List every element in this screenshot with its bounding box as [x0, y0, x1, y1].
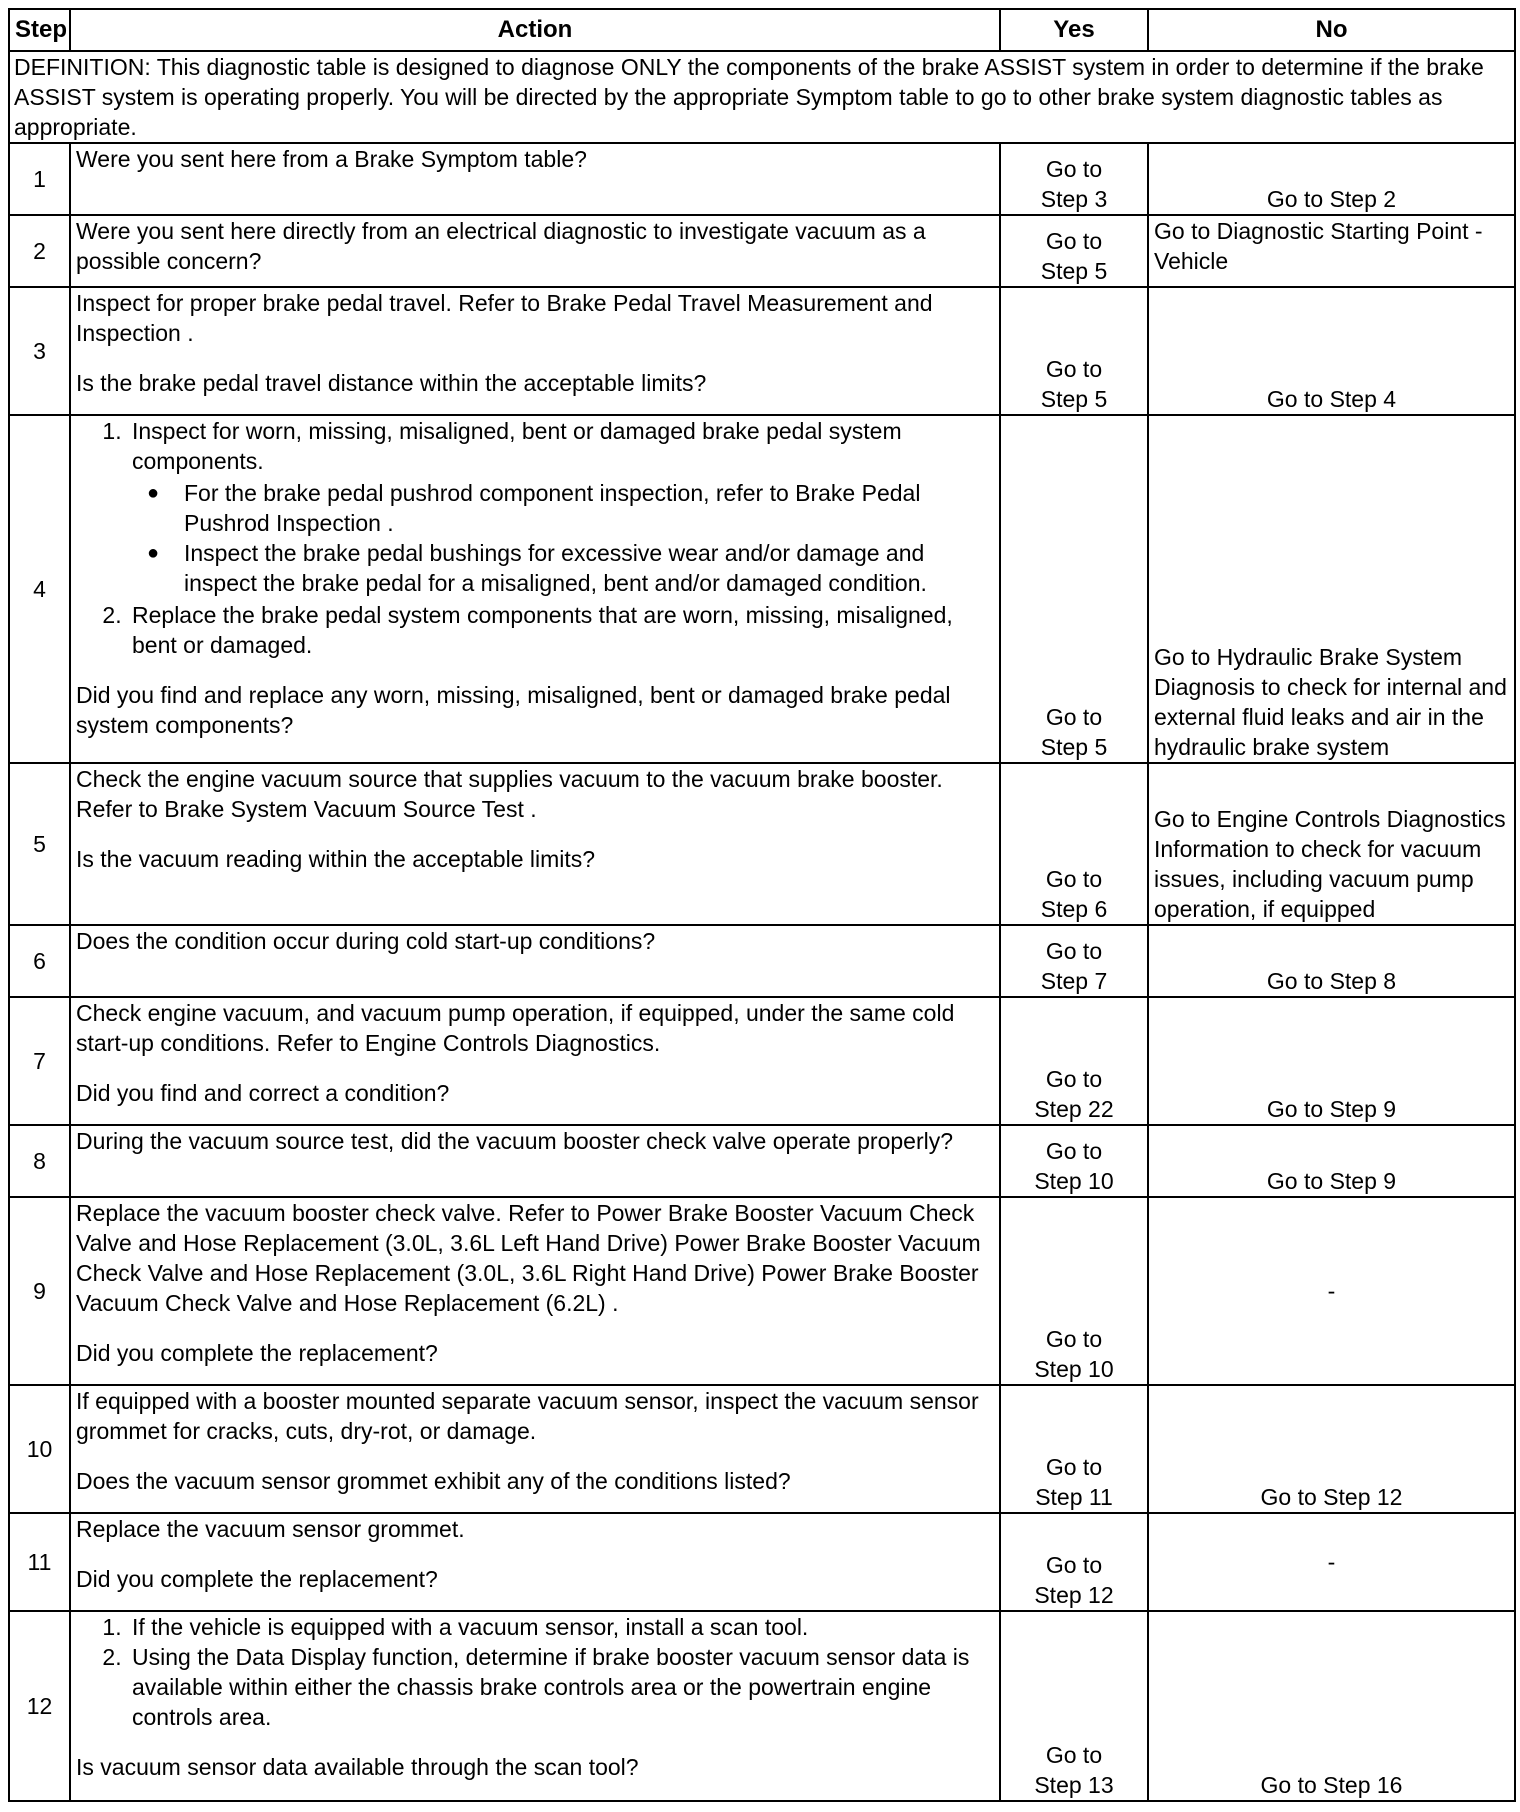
yes-line-1: Go to	[1045, 1066, 1103, 1092]
header-no: No	[1148, 9, 1515, 51]
list-item-text: Inspect for worn, missing, misaligned, bent or damaged brake pedal system components.	[132, 418, 902, 474]
no-cell[interactable]: Go to Diagnostic Starting Point - Vehicle	[1148, 215, 1515, 287]
yes-cell[interactable]	[1000, 287, 1148, 415]
table-row	[9, 763, 1515, 925]
header-step: Step	[9, 9, 70, 51]
step-number: 8	[9, 1125, 70, 1197]
no-cell[interactable]: Go to Step 2	[1148, 143, 1515, 215]
action-cell	[70, 1125, 1000, 1197]
action-cell	[70, 925, 1000, 997]
yes-line-1: Go to	[1045, 356, 1103, 382]
table-row	[9, 1197, 1515, 1385]
yes-cell[interactable]	[1000, 763, 1148, 925]
yes-line-1: Go to	[1045, 704, 1103, 730]
yes-cell[interactable]	[1000, 997, 1148, 1125]
no-cell[interactable]: Go to Step 8	[1148, 925, 1515, 997]
action-question: Did you find and replace any worn, missing, misaligned, bent or damaged brake pedal system components?	[76, 682, 951, 738]
action-cell	[70, 1197, 1000, 1385]
action-question: Did you find and correct a condition?	[76, 1080, 450, 1106]
yes-cell[interactable]	[1000, 1611, 1148, 1801]
yes-cell[interactable]	[1000, 415, 1148, 763]
step-number: 12	[9, 1611, 70, 1801]
yes-line-2: Step 5	[1040, 386, 1108, 412]
yes-line-2: Step 5	[1040, 734, 1108, 760]
action-question: Is the brake pedal travel distance within the acceptable limits?	[76, 370, 707, 396]
step-number: 2	[9, 215, 70, 287]
yes-cell[interactable]	[1000, 1385, 1148, 1513]
action-text: Replace the vacuum sensor grommet.	[76, 1516, 465, 1542]
action-question: Did you complete the replacement?	[76, 1340, 438, 1366]
bullet-list	[132, 478, 994, 598]
action-text: During the vacuum source test, did the vacuum booster check valve operate properly?	[76, 1128, 954, 1154]
no-cell[interactable]: Go to Step 4	[1148, 287, 1515, 415]
yes-line-1: Go to	[1045, 1742, 1103, 1768]
step-number: 11	[9, 1513, 70, 1611]
yes-line-2: Step 13	[1034, 1772, 1114, 1798]
yes-line-2: Step 12	[1034, 1582, 1114, 1608]
step-number: 3	[9, 287, 70, 415]
table-row	[9, 415, 1515, 763]
table-row	[9, 143, 1515, 215]
action-text: Check the engine vacuum source that supplies vacuum to the vacuum brake booster. Refer to Brake System Vacuum Source Test .	[76, 766, 943, 822]
action-cell	[70, 1513, 1000, 1611]
yes-line-1: Go to	[1045, 228, 1103, 254]
list-item	[128, 416, 994, 598]
action-text: Replace the vacuum booster check valve. Refer to Power Brake Booster Vacuum Check Valve and Hose Replacement (3.0L, 3.6L Left Hand Drive) Power Brake Booster Vacuum Check Valve and Hose Replacement (3.0L, 3.6L Right Hand Drive) Power Brake Booster Vacuum Check Valve and Hose Replacement (6.2L) .	[76, 1200, 981, 1316]
no-cell[interactable]: Go to Step 12	[1148, 1385, 1515, 1513]
action-text: If equipped with a booster mounted separate vacuum sensor, inspect the vacuum sensor grommet for cracks, cuts, dry-rot, or damage.	[76, 1388, 979, 1444]
list-item: 1. If the vehicle is equipped with a vacuum sensor, install a scan tool.	[128, 1612, 994, 1642]
yes-line-2: Step 3	[1040, 186, 1108, 212]
yes-cell[interactable]	[1000, 215, 1148, 287]
list-item: 2. Replace the brake pedal system components that are worn, missing, misaligned, bent or damaged.	[128, 600, 994, 660]
step-number: 5	[9, 763, 70, 925]
list-item: 2. Using the Data Display function, determine if brake booster vacuum sensor data is available within either the chassis brake controls area or the powertrain engine controls area.	[128, 1642, 994, 1732]
step-number: 10	[9, 1385, 70, 1513]
yes-cell[interactable]	[1000, 1125, 1148, 1197]
table-row	[9, 287, 1515, 415]
yes-line-1: Go to	[1045, 866, 1103, 892]
step-number: 6	[9, 925, 70, 997]
header-row	[9, 9, 1515, 51]
yes-line-2: Step 22	[1034, 1096, 1114, 1122]
action-cell	[70, 415, 1000, 763]
action-cell	[70, 143, 1000, 215]
table-row	[9, 1611, 1515, 1801]
yes-cell[interactable]	[1000, 143, 1148, 215]
yes-line-2: Step 10	[1034, 1356, 1114, 1382]
no-cell[interactable]: Go to Engine Controls Diagnostics Information to check for vacuum issues, including vacuum pump operation, if equipped	[1148, 763, 1515, 925]
action-list	[76, 416, 994, 660]
definition-text: DEFINITION: This diagnostic table is designed to diagnose ONLY the components of the brake ASSIST system in order to determine if the brake ASSIST system is operating properly. You will be directed by the appropriate Symptom table to go to other brake system diagnostic tables as appropriate.	[9, 51, 1515, 143]
step-number: 4	[9, 415, 70, 763]
action-text: Does the condition occur during cold start-up conditions?	[76, 928, 656, 954]
yes-line-1: Go to	[1045, 938, 1103, 964]
table-row	[9, 1125, 1515, 1197]
action-cell	[70, 763, 1000, 925]
yes-line-1: Go to	[1045, 1138, 1103, 1164]
yes-line-1: Go to	[1045, 1552, 1103, 1578]
definition-row	[9, 51, 1515, 143]
action-cell	[70, 287, 1000, 415]
yes-line-1: Go to	[1045, 156, 1103, 182]
action-question: Does the vacuum sensor grommet exhibit any of the conditions listed?	[76, 1468, 791, 1494]
table-row	[9, 997, 1515, 1125]
yes-line-2: Step 11	[1035, 1484, 1113, 1510]
action-text: Inspect for proper brake pedal travel. Refer to Brake Pedal Travel Measurement and Inspection .	[76, 290, 933, 346]
yes-cell[interactable]	[1000, 925, 1148, 997]
table-row	[9, 925, 1515, 997]
action-text: Were you sent here from a Brake Symptom table?	[76, 146, 587, 172]
header-action: Action	[70, 9, 1000, 51]
yes-line-1: Go to	[1045, 1326, 1103, 1352]
diagnostic-table	[8, 8, 1516, 1802]
table-row	[9, 215, 1515, 287]
action-question: Did you complete the replacement?	[76, 1566, 438, 1592]
no-cell[interactable]: Go to Step 9	[1148, 1125, 1515, 1197]
no-cell[interactable]: Go to Hydraulic Brake System Diagnosis to check for internal and external fluid leaks and air in the hydraulic brake system	[1148, 415, 1515, 763]
yes-cell[interactable]	[1000, 1197, 1148, 1385]
no-cell[interactable]: Go to Step 9	[1148, 997, 1515, 1125]
no-cell: -	[1148, 1197, 1515, 1385]
action-cell	[70, 215, 1000, 287]
action-text: Check engine vacuum, and vacuum pump operation, if equipped, under the same cold start-up conditions. Refer to Engine Controls Diagnostics.	[76, 1000, 955, 1056]
yes-line-2: Step 6	[1040, 896, 1108, 922]
yes-line-2: Step 5	[1040, 258, 1108, 284]
yes-line-2: Step 7	[1040, 968, 1108, 994]
bullet-item: ● Inspect the brake pedal bushings for excessive wear and/or damage and inspect the brake pedal for a misaligned, bent and/or damaged condition.	[180, 538, 994, 598]
no-cell[interactable]: Go to Step 16	[1148, 1611, 1515, 1801]
yes-line-2: Step 10	[1034, 1168, 1114, 1194]
table-row	[9, 1385, 1515, 1513]
action-cell	[70, 1385, 1000, 1513]
step-number: 1	[9, 143, 70, 215]
no-cell: -	[1148, 1513, 1515, 1611]
action-cell	[70, 1611, 1000, 1801]
action-list	[76, 1612, 994, 1732]
table-row	[9, 1513, 1515, 1611]
step-number: 9	[9, 1197, 70, 1385]
yes-line-1: Go to	[1045, 1454, 1103, 1480]
step-number: 7	[9, 997, 70, 1125]
header-yes: Yes	[1000, 9, 1148, 51]
action-cell	[70, 997, 1000, 1125]
action-question: Is vacuum sensor data available through the scan tool?	[76, 1754, 639, 1780]
action-question: Is the vacuum reading within the acceptable limits?	[76, 846, 596, 872]
yes-cell[interactable]	[1000, 1513, 1148, 1611]
bullet-item: ● For the brake pedal pushrod component inspection, refer to Brake Pedal Pushrod Inspection .	[180, 478, 994, 538]
action-text: Were you sent here directly from an electrical diagnostic to investigate vacuum as a possible concern?	[76, 218, 926, 274]
